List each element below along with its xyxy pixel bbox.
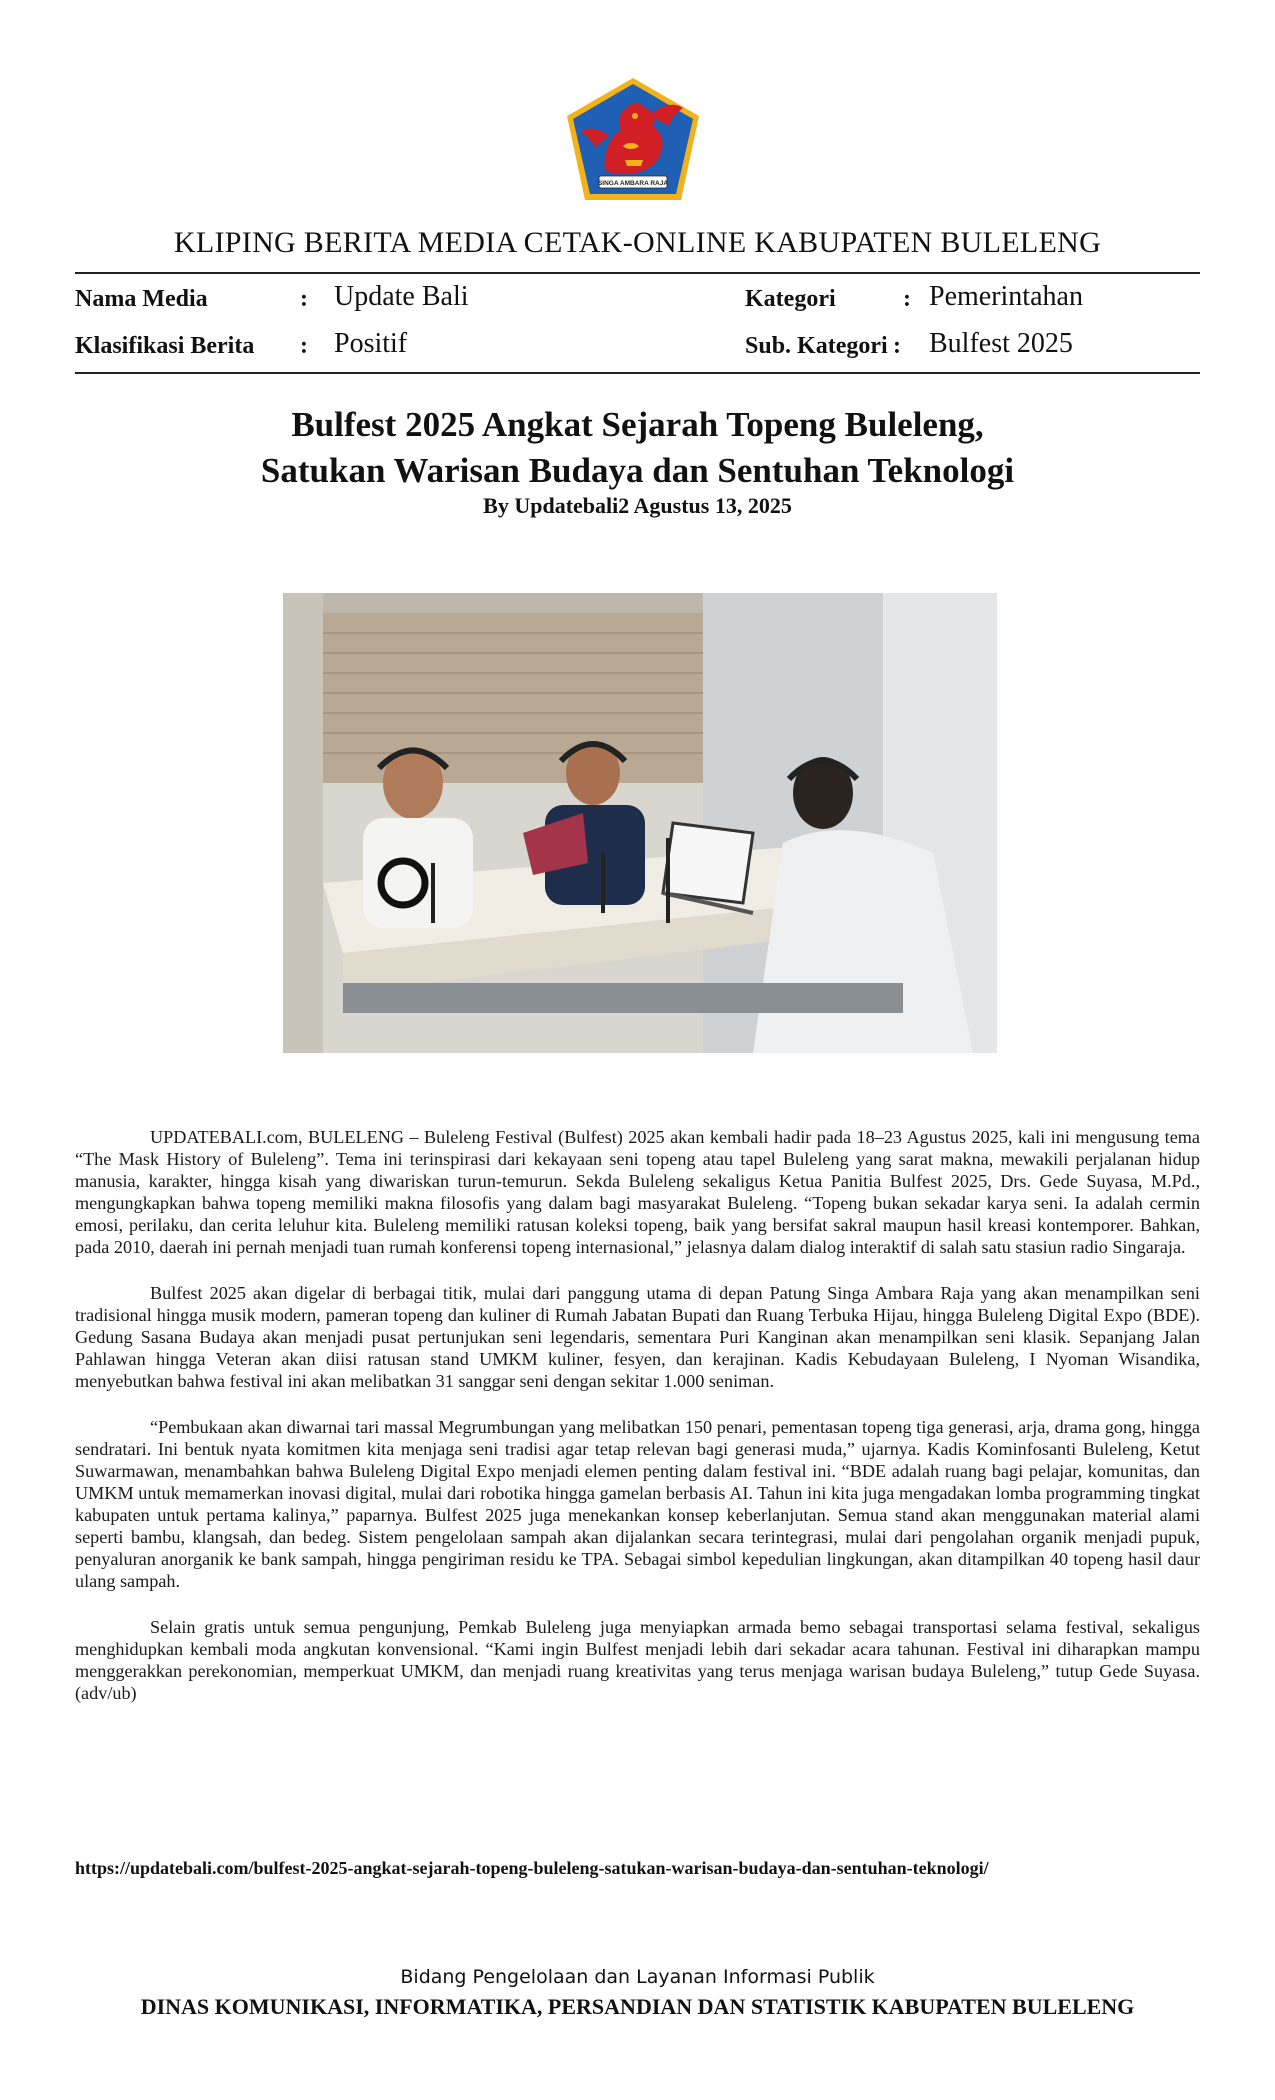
media-label: Nama Media (75, 286, 208, 312)
header-divider-top (75, 272, 1200, 274)
klasifikasi-value: Positif (334, 328, 408, 359)
article-paragraph-4: Selain gratis untuk semua pengunjung, Pemkab Buleleng juga menyiapkan armada bemo sebagai transportasi selama festival, sekaligus menghidupkan kembali moda angkutan konvensional. “Kami ingin Bulfest menjadi lebih dari sekadar acara tahunan. Festival ini diharapkan mampu menggerakkan perekonomian, memperkuat UMKM, dan menjadi ruang kreativitas yang terus menjaga warisan budaya Buleleng,” tutup Gede Suyasa.(adv/ub) (75, 1617, 1200, 1703)
article-body (75, 1126, 1200, 1728)
kategori-value: Pemerintahan (929, 281, 1083, 312)
klasifikasi-label: Klasifikasi Berita (75, 333, 255, 359)
kategori-label: Kategori (745, 286, 836, 312)
clipping-header-title: KLIPING BERITA MEDIA CETAK-ONLINE KABUPATEN BULELENG (173, 226, 1102, 259)
kategori-colon: : (903, 286, 911, 312)
klasifikasi-colon: : (300, 333, 308, 359)
article-paragraph-2: Bulfest 2025 akan digelar di berbagai titik, mulai dari panggung utama di depan Patung Singa Ambara Raja yang akan menampilkan seni tradisional hingga musik modern, pameran topeng dan kuliner di Rumah Jabatan Bupati dan Ruang Terbuka Hijau, hingga Buleleng Digital Expo (BDE). Gedung Sasana Budaya akan menjadi pusat pertunjukan seni legendaris, sementara Puri Kanginan akan menampilkan seni klasik. Sepanjang Jalan Pahlawan hingga Veteran akan diisi ratusan stand UMKM kuliner, fesyen, dan kerajinan. Kadis Kebudayaan Buleleng, I Nyoman Wisandika, menyebutkan bahwa festival ini akan melibatkan 31 sanggar seni dengan sekitar 1.000 seniman. (75, 1283, 1200, 1391)
subkategori-label: Sub. Kategori (745, 333, 888, 359)
header-divider-bottom (75, 372, 1200, 374)
article-title-line-2: Satukan Warisan Budaya dan Sentuhan Teknologi (260, 451, 1015, 490)
article-photo-radio-studio (283, 593, 997, 1053)
footer-agency-name: DINAS KOMUNIKASI, INFORMATIKA, PERSANDIAN DAN STATISTIK KABUPATEN BULELENG (140, 1994, 1135, 2019)
article-title (75, 402, 1200, 494)
article-paragraph-1: UPDATEBALI.com, BULELENG – Buleleng Festival (Bulfest) 2025 akan kembali hadir pada 18–23 Agustus 2025, kali ini mengusung tema “The Mask History of Buleleng”. Tema ini terinspirasi dari kekayaan seni topeng atau tapel Buleleng yang sarat makna, mewakili perjalanan hidup manusia, karakter, hingga kisah yang diwariskan turun-temurun. Sekda Buleleng sekaligus Ketua Panitia Bulfest 2025, Drs. Gede Suyasa, M.Pd., mengungkapkan bahwa topeng memiliki makna filosofis yang dalam bagi masyarakat Buleleng. “Topeng bukan sekadar karya seni. Ia adalah cermin emosi, perilaku, dan cerita leluhur kita. Buleleng memiliki ratusan koleksi topeng, baik yang bersifat sakral maupun hasil kreasi kontemporer. Bahkan, pada 2010, daerah ini pernah menjadi tuan rumah konferensi topeng internasional,” jelasnya dalam dialog interaktif di salah satu stasiun radio Singaraja. (75, 1127, 1200, 1257)
article-title-line-1: Bulfest 2025 Angkat Sejarah Topeng Buleleng, (291, 405, 984, 444)
media-colon: : (300, 286, 308, 312)
logo-banner-text: SINGA AMBARA RAJA (597, 180, 669, 187)
buleleng-emblem-logo (565, 76, 701, 202)
article-source-link[interactable]: https://updatebali.com/bulfest-2025-angkat-sejarah-topeng-buleleng-satukan-warisan-budaya-dan-sentuhan-teknologi/ (75, 1858, 989, 1878)
subkategori-value: Bulfest 2025 (929, 328, 1073, 359)
footer-division-name: Bidang Pengelolaan dan Layanan Informasi Publik (400, 1966, 875, 1988)
media-value: Update Bali (334, 281, 469, 312)
article-paragraph-3: “Pembukaan akan diwarnai tari massal Megrumbungan yang melibatkan 150 penari, pementasan topeng tiga generasi, arja, drama gong, hingga sendratari. Ini bentuk nyata komitmen kita menjaga seni tradisi agar tetap relevan bagi generasi muda,” ujarnya. Kadis Kominfosanti Buleleng, Ketut Suwarmawan, menambahkan bahwa Buleleng Digital Expo menjadi elemen penting dalam festival ini. “BDE adalah ruang bagi pelajar, komunitas, dan UMKM untuk memamerkan inovasi digital, mulai dari robotika hingga gamelan berbasis AI. Tahun ini kita juga mengadakan lomba programming tingkat kabupaten untuk pertama kalinya,” paparnya. Bulfest 2025 juga menekankan konsep keberlanjutan. Semua stand akan menggunakan material alami seperti bambu, klangsah, dan bedeg. Sistem pengelolaan sampah akan dijalankan secara terintegrasi, mulai dari pengolahan organik menjadi pupuk, penyaluran anorganik ke bank sampah, hingga pengiriman residu ke TPA. Sebagai simbol kepedulian lingkungan, akan ditampilkan 40 topeng hasil daur ulang sampah. (75, 1417, 1200, 1591)
subkategori-colon: : (893, 333, 901, 359)
article-byline: By Updatebali2 Agustus 13, 2025 (483, 493, 792, 518)
